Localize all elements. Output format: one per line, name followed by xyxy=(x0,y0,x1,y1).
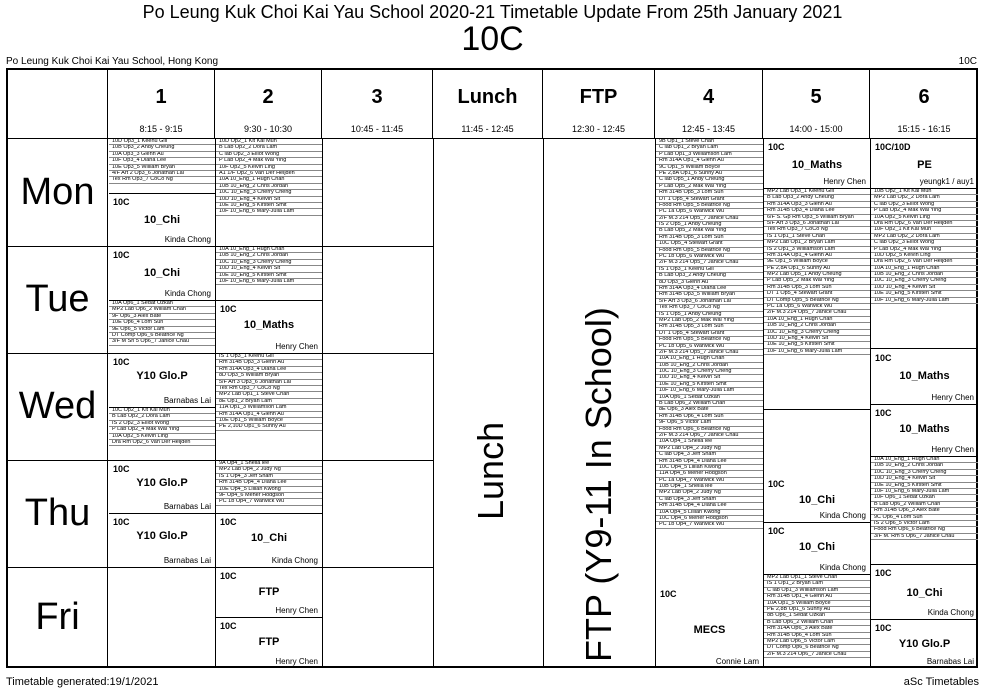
period-header-ftp: FTP 12:30 - 12:45 xyxy=(543,70,655,138)
lesson-mon-6[interactable]: 10C/10D PE yeungk1 / auy1 xyxy=(871,139,978,189)
ftp-vertical-label: FTP (Y9-11 In School) xyxy=(578,307,619,662)
period-header-4: 4 12:45 - 13:45 xyxy=(655,70,763,138)
lesson-list: 10A 10_Eng_1 Hugh Chan 10B 10_Eng_2 Chris Jordan 10C 10_Eng_3 Cherry Cheng 10D 10_Eng_4 Kelvin Sit 10E 10_Eng_5 Kirsten Smit 10F 10_Eng_6 Mary-Julia Lam 10F Op6_1 Sedat Ozkan B Lab Op6_2 William Chan Rm 314B Op6_3 Alex Bate 9C Op6_4 Lom Sun IS 2 Op6_5 Victor Lam Food Rm Op6_6 Beatrice Ng 3/F M. Rm 5 Op6_7 Janice Chau xyxy=(871,457,978,565)
lesson-fri-4[interactable]: 10C MECS Connie Lam xyxy=(660,589,759,666)
lesson-list: 10A Op6_1 Sedat Ozkan MP2 Lab Op6_2 William Chan 9F Op6_3 Alex Bate 10E Op6_4 Lom Sun 9E Op6_5 Victor Lam DT Comp Op6_6 Beatrice Ng 3/F M Sn 5 Op6_7 Janice Chau xyxy=(109,301,215,353)
day-tue: Tue xyxy=(8,246,108,353)
lesson-wed-1[interactable]: 10C Y10 Glo.P Barnabas Lai xyxy=(109,354,215,408)
lesson-tue-2[interactable]: 10C 10_Maths Henry Chen xyxy=(220,304,318,351)
period-header-2: 2 9:30 - 10:30 xyxy=(215,70,322,138)
lesson-list: IS 1 Op3_1 Keenu Gill Rm 314B Op3_3 Glenn Au Rm 314A Op3_4 Diana Lee 8D Op3_5 William Bryan 5/F Art 3 Op3_6 Jonathan Lai Tex Rm Op3_7 CoCo Ng MP2 Lab Op1_1 Steve Chan 8E Op1_2 Bryan Lam 11A Op1_3 Williamson Lam Rm 314A Op1_4 Glenn Au 10E Op1_5 William Boyce PE 2,10D Op1_6 Sunny Au xyxy=(216,354,322,460)
period-header-3: 3 10:45 - 11:45 xyxy=(322,70,433,138)
day-thu: Thu xyxy=(8,460,108,567)
class-heading: 10C xyxy=(461,20,524,58)
lesson-list: 10C Op2_1 Kit Kai Mun B Lab Op2_2 Dora Lam IS 2 Op2_3 Elliot Wong P Lab Op2_4 Mak Wai Ying 10A Op2_5 Kelvin Ling Dra Rm Op2_6 Van Der Heijden xyxy=(109,408,215,460)
day-fri: Fri xyxy=(8,567,108,668)
lesson-wed-5[interactable]: 10C 10_Chi Kinda Chong xyxy=(764,476,870,523)
generated-date: Timetable generated:19/1/2021 xyxy=(6,676,159,688)
lesson-tue-1[interactable]: 10C 10_Chi Kinda Chong xyxy=(109,247,215,301)
class-label-right: 10C xyxy=(958,56,977,67)
day-wed: Wed xyxy=(8,353,108,460)
timetable-grid xyxy=(6,68,978,668)
lesson-list: MP2 Lab Op3_1 Keenu Gill B Lab Op3_2 Andy Cheung Rm 314A Op3_3 Glenn Au Rm 314B Op3_4 Diana Lee 6/F S. Gp Rm Op3_5 William Bryan 5/F Art 3 Op3_6 Jonathan Lai Tex Rm Op3_7 CoCo Ng IS 1 Op1_1 Steve Chan MP2 Lab Op1_2 Bryan Lam IS 2 Op1_3 Williamson Lam Rm 314A Op1_4 Glenn Au 9E Op1_5 William Boyce PE 2,8A Op1_6 Sunny Au MP2 Lab Op5_1 Andy Cheung P Lab Op5_2 Mak Wai Ying Rm 314B Op5_3 Lom Sun DT 1 Op5_4 Stewart Grant DT Comp Op5_5 Beatrice Ng PC 1a Op5_6 Warwick Wu 2/F M.3 214 Op5_7 Janice Chau 10A 10_Eng_1 Hugh Chan 10B 10_Eng_2 Chris Jordan 10C 10_Eng_3 Cherry Cheng 10D 10_Eng_4 Kelvin Sit 10E 10_Eng_5 Kirsten Smit 10F 10_Eng_6 Mary-Julia Lam xyxy=(764,189,870,410)
lesson-list: 9B Op1_1 Steve Chan C lab Op1_2 Bryan Lam P Lab Op1_3 Williamson Lam Rm 314A Op1_4 Glenn Au 9C Op1_5 William Boyce PE 2,8A Op1_6 Sunny Au C lab Op5_1 Andy Cheung P Lab Op5_2 Mak Wai Ying Rm 314B Op5_3 Lom Sun DT 1 Op5_4 Stewart Grant Food Rm Op5_5 Beatrice Ng PC 1a Op5_6 Warwick Wu 2/F M.3 214 Op5_7 Janice Chau IS 2 Op5_1 Andy Cheung B Lab Op5_2 Mak Wai Ying Rm 314B Op5_3 Lom Sun 10C Op5_4 Stewart Grant Food Rm Op5_5 Beatrice Ng PC 1b Op5_6 Warwick Wu 2/F M.3 214 Op5_7 Janice Chau IS 1 Op3_1 Keenu Gill B Lab Op3_2 Andy Cheung 8D Op3_3 Glenn Au Rm 314A Op3_4 Diana Lee Rm 314B Op3_5 William Bryan 5/F Art 3 Op3_6 Jonathan Lai Tex Rm Op3_7 CoCo Ng IS 1 Op5_1 Andy Cheung MP2 Lab Op5_2 Mak Wai Ying Rm 314B Op5_3 Lom Sun DT 1 Op5_4 Stewart Grant Food Rm Op5_5 Beatrice Ng PC 1b Op5_6 Warwick Wu 2/F M.3 214 Op5_7 Janice Chau 10A 10_Eng_1 Hugh Chan 10B 10_Eng_2 Chris Jordan 10C 10_Eng_3 Cherry Cheng 10D 10_Eng_4 Kelvin Sit 10E 10_Eng_5 Kirsten Smit 10F 10_Eng_6 Mary-Julia Lam 10A Op6_1 Sedat Ozkan B Lab Op6_2 William Chan 8E Op6_3 Alex Bate Rm 314B Op6_4 Lom Sun 9F Op6_5 Victor Lam Food Rm Op6_6 Beatrice Ng 2/F M.3 214 Op6_7 Janice Chau 10A Op4_1 Sheila lee MP2 Lab Op4_2 Judy Ng C lab Op4_3 Jeff Sham Rm 314B Op4_4 Diana Lee 10C Op4_5 Lillian Kwong 11A Op4_6 Meher Hodgson PC 1a Op4_7 Warwick Wu 10B Op4_1 Sheila lee MP2 Lab Op4_2 Judy Ng C lab Op4_3 Jeff Sham Rm 314B Op4_4 Diana Lee 10A Op4_5 Lillian Kwong 10C Op4_6 Meher Hodgson PC 1b Op4_7 Warwick Wu xyxy=(656,139,763,584)
period-header-5: 5 14:00 - 15:00 xyxy=(763,70,870,138)
lesson-fri-6a[interactable]: 10C 10_Chi Kinda Chong xyxy=(871,565,978,620)
lesson-thu-1b[interactable]: 10C Y10 Glo.P Barnabas Lai xyxy=(113,517,211,565)
corner-cell xyxy=(8,70,108,138)
brand-label: aSc Timetables xyxy=(903,676,979,688)
lesson-list: 9A Op4_1 Sheila lee MP2 Lab Op4_2 Judy Ng IS 1 Op4_3 Jeff Sham Rm 314B Op4_4 Diana Lee 10E Op4_5 Lillian Kwong 9F Op4_6 Meher Hodgson PC 1b Op4_7 Warwick Wu xyxy=(216,461,322,514)
lesson-wed-6b[interactable]: 10C 10_Maths Henry Chen xyxy=(871,405,978,457)
lesson-list: 10D Op3_1 Keenu Gill 10B Op3_2 Andy Cheung 10A Op3_3 Glenn Au 10F Op3_4 Diana Lee 10E Op3_5 William Bryan 4/F Art 2 Op3_6 Jonathan Lai Tex Rm Op3_7 CoCo Ng xyxy=(109,139,215,194)
lesson-mon-1[interactable]: 10C 10_Chi Kinda Chong xyxy=(113,197,211,244)
period-header-1: 1 8:15 - 9:15 xyxy=(108,70,215,138)
school-name: Po Leung Kuk Choi Kai Yau School, Hong Kong xyxy=(6,56,219,67)
lesson-list: 10B Op2_1 Kit Kai Mun MP2 Lab Op2_2 Dora Lam C lab Op2_3 Elliot Wong P Lab Op2_4 Mak Wai Ying 10A Op2_5 Kelvin Ling Dra Rm Op2_6 Van Der Heijden 10F Op2_1 Kit Kai Mun MP2 Lab Op2_2 Dora Lam C lab Op2_3 Elliot Wong P Lab Op2_4 Mak Wai Ying 10D Op2_5 Kelvin Ling Dra Rm Op2_6 Van Der Heijden 10A 10_Eng_1 Hugh Chan 10B 10_Eng_2 Chris Jordan 10C 10_Eng_3 Cherry Cheng 10D 10_Eng_4 Kelvin Sit 10E 10_Eng_5 Kirsten Smit 10F 10_Eng_6 Mary-Julia Lam xyxy=(871,189,978,349)
lesson-mon-5[interactable]: 10C 10_Maths Henry Chen xyxy=(764,139,870,189)
timetable-title: Po Leung Kuk Choi Kai Yau School 2020-21 Timetable Update From 25th January 2021 xyxy=(142,2,843,22)
period-header-lunch: Lunch 11:45 - 12:45 xyxy=(433,70,543,138)
lesson-list: 10D Op2_1 Kit Kai Mun B Lab Op2_2 Dora Lam C lab Op2_3 Elliot Wong P Lab Op2_4 Mak Wai Ying 10F Op2_5 Kelvin Ling A1 1/F Op2_6 Van Der Heijden 10A 10_Eng_1 Hugh Chan 10B 10_Eng_2 Chris Jordan 10C 10_Eng_3 Cherry Cheng 10D 10_Eng_4 Kelvin Sit 10E 10_Eng_5 Kirsten Smit 10F 10_Eng_6 Mary-Julia Lam xyxy=(216,139,322,246)
lesson-fri-2b[interactable]: 10C FTP Henry Chen xyxy=(220,621,318,666)
lesson-thu-5[interactable]: 10C 10_Chi Kinda Chong xyxy=(764,523,870,575)
lesson-list: MP2 Lab Op1_1 Steve Chan IS 1 Op1_2 Bryan Lam C lab Op1_3 Williamson Lam Rm 314B Op1_4 Glenn Au 10A Op1_5 William Boyce PE 2,8B Op1_6 Sunny Au 8B Op6_1 Sedat Ozkan B Lab Op6_2 William Chan Rm 314A Op6_3 Alex Bate Rm 314B Op6_4 Lom Sun MP2 Lab Op6_5 Victor Lam DT Comp Op6_6 Beatrice Ng 2/F M.3 214 Op6_7 Janice Chau xyxy=(764,575,870,668)
lunch-vertical-label: Lunch xyxy=(470,421,511,520)
lesson-fri-2a[interactable]: 10C FTP Henry Chen xyxy=(216,568,322,618)
lesson-wed-6[interactable]: 10C 10_Maths Henry Chen xyxy=(871,350,978,405)
lesson-list: 10A 10_Eng_1 Hugh Chan 10B 10_Eng_2 Chris Jordan 10C 10_Eng_3 Cherry Cheng 10D 10_Eng_4 Kelvin Sit 10E 10_Eng_5 Kirsten Smit 10F 10_Eng_6 Mary-Julia Lam xyxy=(216,247,322,301)
lesson-thu-2[interactable]: 10C 10_Chi Kinda Chong xyxy=(220,517,318,565)
lesson-fri-6b[interactable]: 10C Y10 Glo.P Barnabas Lai xyxy=(875,623,974,666)
day-mon: Mon xyxy=(8,139,108,246)
period-header-6: 6 15:15 - 16:15 xyxy=(897,86,951,134)
lesson-thu-1a[interactable]: 10C Y10 Glo.P Barnabas Lai xyxy=(109,461,215,514)
